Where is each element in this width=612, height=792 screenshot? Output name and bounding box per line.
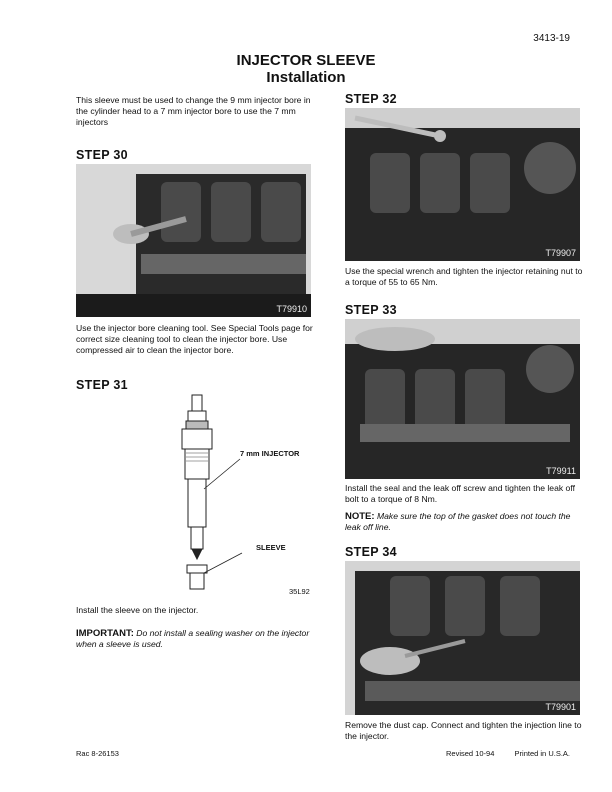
figure-id: 35L92 (289, 587, 310, 596)
title-main: INJECTOR SLEEVE (236, 52, 376, 69)
step32-heading: STEP 32 (345, 92, 397, 106)
important-note (76, 628, 316, 650)
step32-photo-id: T79907 (545, 248, 576, 258)
step31-diagram (160, 393, 320, 603)
label-sleeve: SLEEVE (256, 543, 286, 552)
step32-photo (345, 108, 580, 261)
sleeve-top (187, 565, 207, 573)
important-text: Do not install a sealing washer on the injector when a sleeve is used. (76, 628, 310, 649)
footer-revised: Revised 10-94 (446, 749, 495, 758)
note-label: NOTE: (345, 511, 375, 522)
step34-photo-id: T79901 (545, 702, 576, 712)
step34-photo (345, 561, 580, 715)
injector-hex (182, 429, 212, 449)
step30-photo (76, 164, 311, 317)
step32-text: Use the special wrench and tighten the injector retaining nut to a torque of 55 to 65 Nm. (345, 266, 583, 287)
footer-printed: Printed in U.S.A. (514, 749, 570, 758)
intro-text: This sleeve must be used to change the 9 mm injector bore in the cylinder head to a 7 mm injector bore to use the 7 mm injectors (76, 95, 311, 127)
note-text: Make sure the top of the gasket does not touch the leak off line. (345, 511, 571, 532)
label-7mm-injector: 7 mm INJECTOR (240, 449, 300, 458)
footer-doc-number: Rac 8-26153 (76, 749, 119, 758)
step34-heading: STEP 34 (345, 545, 397, 559)
step30-heading: STEP 30 (76, 148, 128, 162)
step34-text: Remove the dust cap. Connect and tighten the injection line to the injector. (345, 720, 582, 741)
step30-photo-id: T79910 (276, 304, 307, 314)
step33-text: Install the seal and the leak off screw and tighten the leak off bolt to a torque of 8 Nm. (345, 483, 575, 504)
step31-heading: STEP 31 (76, 378, 128, 392)
step33-photo-id: T79911 (546, 466, 576, 476)
sleeve-body (190, 573, 204, 589)
step33-photo (345, 319, 580, 479)
step33-heading: STEP 33 (345, 303, 397, 317)
step33-note (345, 511, 585, 533)
page-title (0, 52, 612, 86)
injector-body (188, 479, 206, 527)
step30-text: Use the injector bore cleaning tool. See Special Tools page for correct size cleaning tool to clean the injector bore. Use compressed air to clean the injector bore. (76, 323, 313, 355)
title-sub: Installation (266, 69, 346, 86)
injector-inlet (192, 395, 202, 411)
important-label: IMPORTANT: (76, 628, 134, 639)
page-number: 3413-19 (533, 33, 570, 44)
step31-text: Install the sleeve on the injector. (76, 605, 199, 615)
